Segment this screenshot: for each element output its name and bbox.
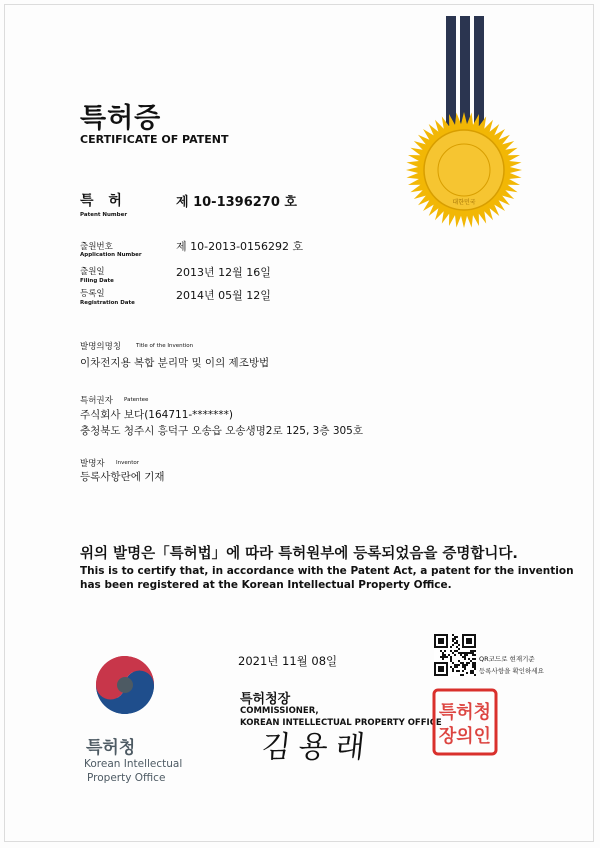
inventor-value: 등록사항란에 기재 <box>80 471 165 483</box>
invention-title-value: 이차전지용 복합 분리막 및 이의 제조방법 <box>80 357 270 369</box>
invention-title-label-english: Title of the Invention <box>136 343 194 349</box>
svg-text:대한민국: 대한민국 <box>452 199 476 206</box>
office-name-english-line2: Property Office <box>87 772 166 784</box>
inventor-label-english: Inventor <box>116 460 140 466</box>
patent-number-value: 제 10-1396270 호 <box>176 195 297 210</box>
patentee-name: 주식회사 보다(164711-*******) <box>80 409 234 421</box>
application-number-label: 출원번호 <box>80 242 113 252</box>
commissioner-title-english-line2: KOREAN INTELLECTUAL PROPERTY OFFICE <box>240 718 442 728</box>
office-name-korean: 특허청 <box>86 738 136 758</box>
registration-date-label-english: Registration Date <box>80 300 135 306</box>
certificate-title-english: CERTIFICATE OF PATENT <box>80 133 229 146</box>
svg-text:장의인: 장의인 <box>438 726 492 747</box>
qr-caption-line1: QR코드로 현재기준 <box>479 655 535 663</box>
patent-number-label: 특 허 <box>80 193 127 209</box>
application-number-label-english: Application Number <box>80 252 142 258</box>
issue-date: 2021년 11월 08일 <box>238 654 338 668</box>
qr-caption-line2: 등록사항을 확인하세요 <box>479 667 544 675</box>
filing-date-value: 2013년 12월 16일 <box>176 266 271 279</box>
filing-date-label-english: Filing Date <box>80 278 114 284</box>
invention-title-label: 발명의명칭 <box>80 342 122 352</box>
certification-statement-korean: 위의 발명은「특허법」에 따라 특허원부에 등록되었음을 증명합니다. <box>80 546 518 562</box>
svg-text:특허청: 특허청 <box>438 702 492 723</box>
inventor-label: 발명자 <box>80 459 105 469</box>
application-number-value: 제 10-2013-0156292 호 <box>176 240 304 253</box>
patentee-label: 특허권자 <box>80 396 113 406</box>
qr-code-icon <box>434 634 476 676</box>
patentee-address: 충청북도 청주시 흥덕구 오송읍 오송생명2로 125, 3층 305호 <box>80 425 364 437</box>
registration-date-label: 등록일 <box>80 289 105 299</box>
office-name-english-line1: Korean Intellectual <box>84 758 183 770</box>
signature-icon: 김용래 <box>259 730 375 765</box>
filing-date-label: 출원일 <box>80 267 105 277</box>
certification-statement-english-line1: This is to certify that, in accordance with the Patent Act, a patent for the invention <box>80 565 574 577</box>
kipo-logo-icon <box>92 652 158 718</box>
patent-number-label-english: Patent Number <box>80 212 128 218</box>
commissioner-title: 특허청장 <box>240 692 291 707</box>
gold-seal-icon <box>394 108 534 234</box>
red-seal-stamp-icon <box>430 686 500 758</box>
registration-date-value: 2014년 05월 12일 <box>176 289 271 302</box>
certification-statement-english-line2: has been registered at the Korean Intellectual Property Office. <box>80 579 452 591</box>
patentee-label-english: Patentee <box>124 397 149 403</box>
commissioner-title-english-line1: COMMISSIONER, <box>240 706 319 716</box>
certificate-title: 특허증 <box>80 103 162 134</box>
